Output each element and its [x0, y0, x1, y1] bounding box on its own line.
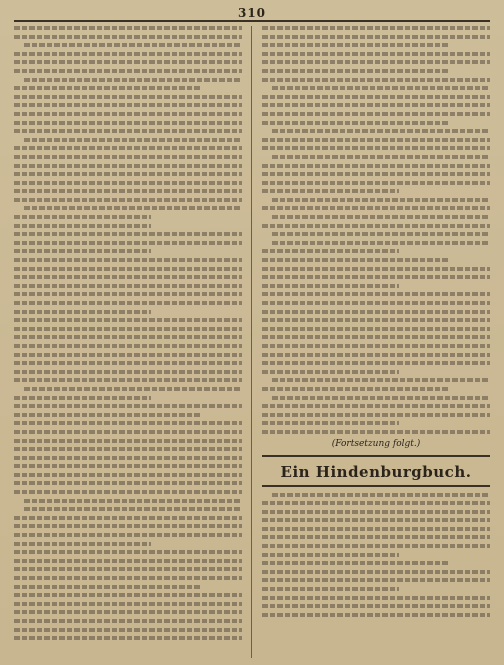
text-line	[14, 481, 242, 485]
text-line	[262, 578, 490, 582]
text-line	[262, 510, 490, 514]
text-line	[272, 198, 490, 202]
text-line	[14, 301, 242, 305]
text-line	[14, 35, 242, 39]
text-line	[262, 284, 399, 288]
text-line	[14, 447, 242, 451]
text-line	[14, 533, 242, 537]
text-line	[14, 430, 242, 434]
text-line	[14, 559, 242, 563]
text-line	[14, 275, 242, 279]
text-line	[14, 292, 242, 296]
text-line	[14, 576, 242, 580]
text-line	[262, 292, 490, 296]
text-line	[272, 241, 490, 245]
text-line	[14, 413, 201, 417]
text-line	[262, 224, 490, 228]
text-line	[14, 129, 242, 133]
text-line	[272, 232, 490, 236]
text-line	[262, 370, 399, 374]
text-line	[262, 249, 399, 253]
text-line	[262, 587, 399, 591]
text-line	[262, 561, 449, 565]
text-line	[14, 344, 242, 348]
text-line	[14, 516, 242, 520]
text-line	[14, 284, 242, 288]
text-line	[14, 464, 242, 468]
text-line	[14, 636, 242, 640]
text-line	[262, 604, 490, 608]
text-line	[24, 387, 242, 391]
text-line	[262, 112, 490, 116]
text-line	[262, 267, 490, 271]
text-line	[272, 215, 490, 219]
text-line	[262, 535, 490, 539]
right-column	[262, 26, 490, 657]
top-rule	[14, 20, 490, 22]
text-line	[14, 189, 242, 193]
text-line	[262, 258, 449, 262]
text-line	[14, 172, 242, 176]
text-line	[272, 493, 490, 497]
text-line	[14, 198, 242, 202]
text-line	[262, 52, 490, 56]
text-line	[14, 318, 242, 322]
text-line	[262, 570, 490, 574]
text-line	[14, 155, 242, 159]
text-line	[14, 241, 242, 245]
text-line	[24, 78, 242, 82]
text-line	[262, 95, 490, 99]
text-line	[14, 112, 242, 116]
text-line	[14, 95, 242, 99]
text-line	[14, 215, 151, 219]
text-line	[262, 553, 399, 557]
text-line	[262, 596, 490, 600]
text-line	[262, 164, 490, 168]
text-line	[14, 619, 242, 623]
text-line	[262, 430, 490, 434]
text-line	[262, 121, 449, 125]
text-line	[14, 473, 242, 477]
text-line	[24, 138, 242, 142]
text-line	[262, 43, 449, 47]
text-line	[14, 593, 242, 597]
text-line	[262, 544, 490, 548]
section-heading: Ein Hindenburgbuch.	[280, 462, 472, 481]
text-line	[14, 327, 242, 331]
text-line	[262, 361, 490, 365]
left-column	[14, 26, 242, 657]
text-line	[14, 69, 242, 73]
text-line	[14, 52, 242, 56]
text-line	[14, 370, 242, 374]
text-line	[14, 421, 242, 425]
text-line	[262, 206, 490, 210]
text-line	[14, 103, 242, 107]
text-line	[272, 396, 490, 400]
text-line	[262, 353, 490, 357]
text-line	[14, 267, 242, 271]
text-line	[262, 318, 490, 322]
text-line	[272, 129, 490, 133]
text-line	[14, 181, 242, 185]
text-line	[262, 35, 490, 39]
text-line	[262, 60, 490, 64]
text-line	[262, 501, 490, 505]
text-line	[14, 353, 242, 357]
page-number: 310	[237, 6, 267, 20]
section-heading-box	[262, 455, 490, 487]
text-line	[14, 335, 242, 339]
text-line	[14, 258, 242, 262]
text-line	[262, 421, 399, 425]
text-line	[14, 610, 242, 614]
text-line	[262, 335, 490, 339]
text-line	[262, 181, 490, 185]
text-line	[262, 310, 490, 314]
text-line	[14, 232, 242, 236]
text-line	[14, 542, 151, 546]
text-line	[262, 327, 490, 331]
text-line	[262, 518, 490, 522]
text-line	[262, 275, 490, 279]
text-line	[24, 206, 242, 210]
text-line	[262, 103, 490, 107]
text-line	[14, 490, 242, 494]
text-line	[24, 43, 242, 47]
text-line	[262, 189, 399, 193]
text-line	[272, 378, 490, 382]
text-line	[262, 69, 449, 73]
text-line	[262, 344, 490, 348]
text-line	[14, 439, 242, 443]
text-line	[14, 146, 242, 150]
text-line	[14, 164, 242, 168]
text-line	[262, 146, 490, 150]
right-column-story-continuation	[262, 26, 490, 434]
column-divider	[251, 26, 252, 658]
text-line	[272, 155, 490, 159]
text-line	[272, 86, 490, 90]
text-line	[24, 507, 242, 511]
text-line	[24, 499, 242, 503]
text-line	[14, 602, 242, 606]
text-line	[14, 361, 242, 365]
text-line	[14, 224, 151, 228]
text-line	[14, 585, 201, 589]
continued-note: (Fortsetzung folgt.)	[331, 438, 421, 449]
text-line	[262, 78, 490, 82]
text-line	[14, 404, 242, 408]
text-line	[14, 249, 151, 253]
text-line	[14, 86, 201, 90]
text-line	[262, 527, 490, 531]
text-line	[14, 550, 242, 554]
text-line	[14, 378, 242, 382]
text-line	[14, 396, 151, 400]
text-line	[262, 404, 490, 408]
text-line	[262, 613, 490, 617]
text-line	[262, 26, 490, 30]
text-line	[262, 138, 490, 142]
text-line	[262, 413, 490, 417]
hindenburg-article-body	[262, 493, 490, 617]
text-line	[14, 26, 242, 30]
text-line	[262, 301, 490, 305]
text-line	[14, 121, 242, 125]
text-line	[14, 60, 242, 64]
text-line	[262, 172, 490, 176]
text-line	[262, 387, 449, 391]
text-line	[14, 310, 151, 314]
text-line	[14, 524, 242, 528]
text-line	[14, 567, 242, 571]
text-line	[14, 456, 242, 460]
text-line	[14, 628, 242, 632]
